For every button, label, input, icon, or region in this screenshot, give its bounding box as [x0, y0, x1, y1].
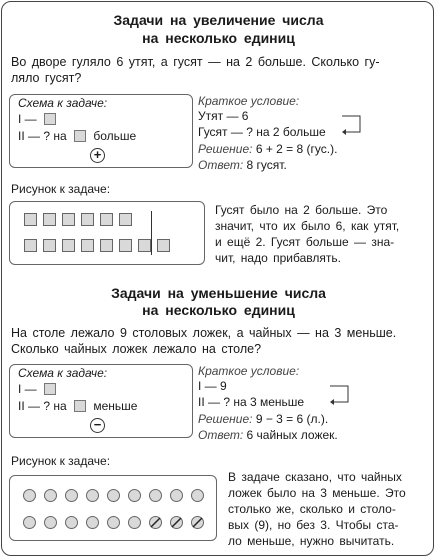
teaspoon-circle — [128, 516, 141, 529]
section2-explanation-line: В задаче сказано, что чайных — [228, 470, 402, 484]
section1-explanation-line: Гусят было на 2 больше. Это — [215, 203, 388, 217]
crossed-out-circle — [170, 516, 183, 529]
plus-icon: + — [90, 148, 105, 163]
section1-explanation — [215, 202, 435, 266]
section1-explanation-line: значит, что их было 6, как утят, — [215, 219, 400, 233]
section2-scheme-row2-label: II — ? на — [18, 399, 67, 413]
gosling-square — [24, 239, 37, 252]
tablespoon-circle — [149, 489, 162, 502]
unknown-square — [44, 113, 56, 125]
strike-icon — [191, 516, 204, 529]
tablespoon-circle — [107, 489, 120, 502]
tablespoon-circle — [191, 489, 204, 502]
bracket-arrow-icon — [340, 110, 370, 140]
section1-answer — [198, 158, 287, 172]
section1-explanation-line: и ещё 2. Гусят больше — зна- — [215, 235, 395, 249]
section1-picture-box — [9, 201, 205, 265]
section1-condition-title: Краткое условие: — [198, 94, 300, 108]
gosling-square — [43, 239, 56, 252]
section2-picture-box — [9, 475, 217, 541]
tablespoon-circle — [23, 489, 36, 502]
gosling-square — [81, 239, 94, 252]
section1-solution — [198, 142, 337, 156]
section2-explanation — [228, 469, 433, 549]
section1-scheme-row2-label: II — ? на — [18, 129, 67, 143]
section1-answer-label: Ответ: — [198, 158, 244, 172]
minus-icon: − — [90, 418, 105, 433]
section2-condition-row1: I — 9 — [198, 379, 227, 393]
section2-picture-label: Рисунок к задаче: — [11, 454, 111, 468]
section1-solution-value: 6 + 2 = 8 (гус.). — [255, 142, 338, 156]
section2-problem-line2: Сколько чайных ложек лежало на столе? — [11, 342, 262, 356]
section2-solution — [198, 412, 328, 426]
teaspoon-circle — [23, 516, 36, 529]
gosling-square — [138, 239, 151, 252]
section2-explanation-line: вых (9), но без 3. Чтобы ста- — [228, 518, 399, 532]
section1-scheme-row2 — [18, 129, 136, 143]
strike-icon — [149, 516, 162, 529]
crossed-out-circle — [191, 516, 204, 529]
section2-title-line1: Задачи на уменьшение числа — [111, 285, 326, 301]
teaspoon-circle — [107, 516, 120, 529]
unknown-square — [74, 130, 86, 142]
duckling-square — [100, 213, 113, 226]
strike-icon — [170, 516, 183, 529]
tablespoon-circle — [65, 489, 78, 502]
section2-scheme-title: Схема к задаче: — [18, 366, 108, 380]
section1-scheme-row1 — [18, 112, 56, 126]
teaspoon-circle — [86, 516, 99, 529]
gosling-square — [100, 239, 113, 252]
duckling-square — [43, 213, 56, 226]
section2-scheme-row2-word: меньше — [93, 399, 138, 413]
tablespoon-circle — [44, 489, 57, 502]
tablespoon-circle — [128, 489, 141, 502]
section2-problem — [11, 325, 431, 357]
teaspoon-circle — [44, 516, 57, 529]
section1-problem — [11, 54, 431, 86]
duckling-square — [81, 213, 94, 226]
section1-scheme-row2-word: больше — [93, 129, 137, 143]
section2-explanation-line: столько же, сколько и столо- — [228, 502, 396, 516]
gosling-square — [157, 239, 170, 252]
section1-answer-value: 8 гусят. — [246, 158, 287, 172]
tablespoon-circle — [170, 489, 183, 502]
section2-condition-title: Краткое условие: — [198, 364, 300, 378]
section1-condition-row2: Гусят — ? на 2 больше — [198, 125, 326, 139]
section2-explanation-line: ло меньше, нужно вычитать. — [228, 534, 395, 548]
section1-scheme-box — [9, 94, 193, 168]
section2-scheme-row2 — [18, 399, 137, 413]
tablespoon-circle — [86, 489, 99, 502]
section2-answer-label: Ответ: — [198, 428, 244, 442]
teaspoon-circle — [65, 516, 78, 529]
bracket-arrow-icon — [328, 380, 358, 410]
section2-title-line2: на несколько единиц — [142, 302, 295, 318]
section2-scheme-row1 — [18, 382, 56, 396]
section2-answer-value: 6 чайных ложек. — [246, 428, 338, 442]
section2-scheme-box — [9, 364, 193, 438]
duckling-square — [62, 213, 75, 226]
duckling-square — [119, 213, 132, 226]
crossed-out-circle — [149, 516, 162, 529]
section2-condition-row2: II — ? на 3 меньше — [198, 395, 305, 409]
section2-solution-label: Решение: — [198, 412, 253, 426]
section2-problem-line1: На столе лежало 9 столовых ложек, а чайных — на 3 меньше. — [11, 326, 397, 340]
section1-solution-label: Решение: — [198, 142, 253, 156]
unknown-square — [74, 400, 86, 412]
gosling-square — [62, 239, 75, 252]
duckling-square — [24, 213, 37, 226]
divider-line — [151, 211, 152, 255]
section2-answer — [198, 428, 338, 442]
section1-scheme-title: Схема к задаче: — [18, 96, 108, 110]
section1-problem-line1: Во дворе гуляло 6 утят, а гусят — на 2 больше. Сколько гу- — [11, 55, 380, 69]
section1-title-line2: на несколько единиц — [142, 30, 295, 46]
section1-title-line1: Задачи на увеличение числа — [113, 12, 324, 28]
section2-scheme-row1-label: I — — [18, 382, 37, 396]
section1-scheme-row1-label: I — — [18, 112, 37, 126]
section1-condition-row1: Утят — 6 — [198, 109, 249, 123]
unknown-square — [44, 383, 56, 395]
gosling-square — [119, 239, 132, 252]
section2-explanation-line: ложек было на 3 меньше. Это — [228, 486, 406, 500]
section1-explanation-line: чит, надо прибавлять. — [215, 251, 341, 265]
section1-problem-line2: ляло гусят? — [11, 71, 82, 85]
section1-picture-label: Рисунок к задаче: — [11, 182, 111, 196]
section2-solution-value: 9 − 3 = 6 (л.). — [255, 412, 329, 426]
